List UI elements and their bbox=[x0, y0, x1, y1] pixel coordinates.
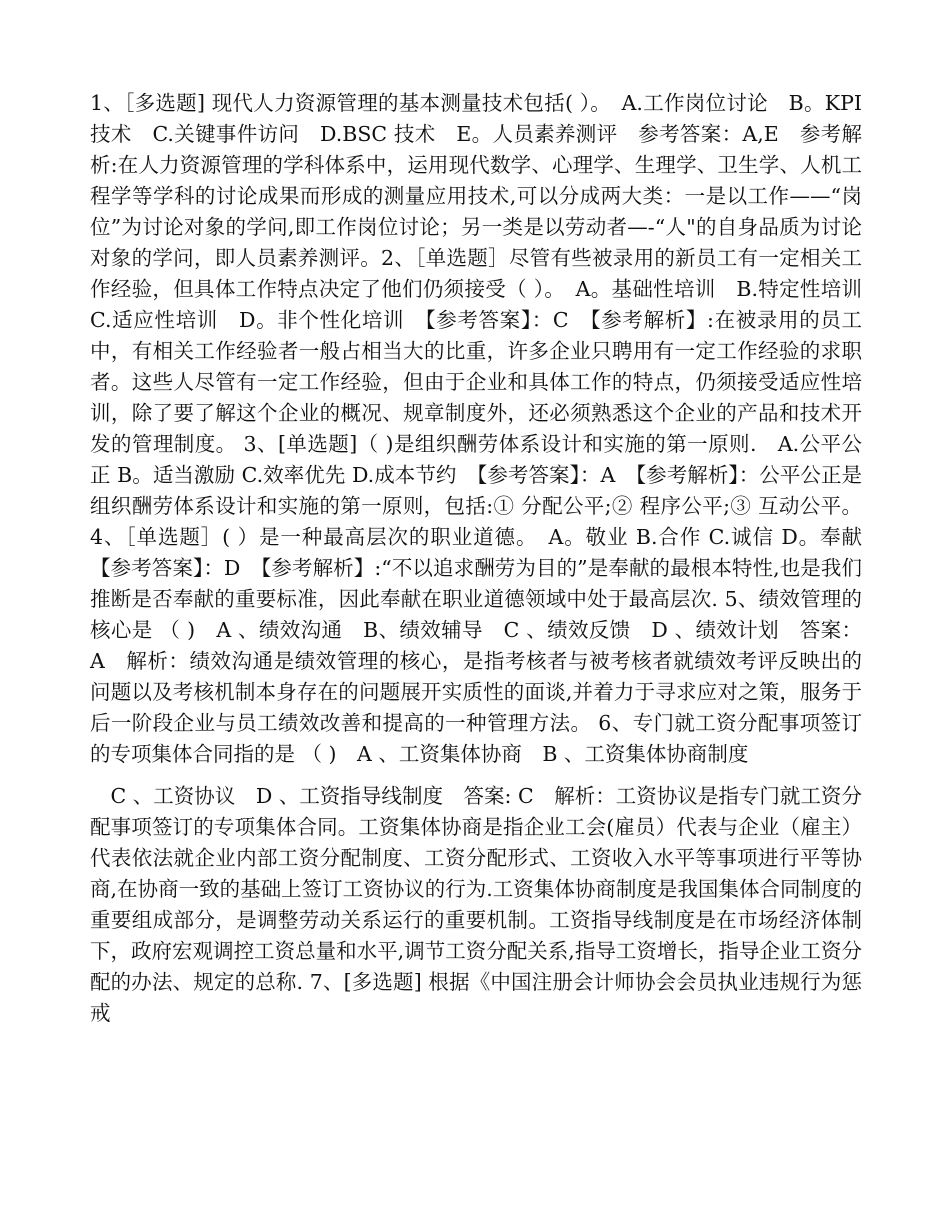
document-body bbox=[90, 88, 883, 1029]
paragraph-questions-1-6: 1、［多选题] 现代人力资源管理的基本测量技术包括( ）。 A.工作岗位讨论 B。KPI 技术 C.关键事件访问 D.BSC 技术 E。人员素养测评 参考答案：A,E 参考解析:在人力资源管理的学科体系中，运用现代数学、心理学、生理学、卫生学、人机工程学等学科的讨论成果而形成的测量应用技术,可以分成两大类：一是以工作——“岗位”为讨论对象的学问,即工作岗位讨论；另一类是以劳动者—-“人"的自身品质为讨论对象的学问，即人员素养测评。2、［单选题］尽管有些被录用的新员工有一定相关工作经验，但具体工作特点决定了他们仍须接受（ ）。 A。基础性培训 B.特定性培训 C.适应性培训 D。非个性化培训 【参考答案】：C 【参考解析】:在被录用的员工中，有相关工作经验者一般占相当大的比重，许多企业只聘用有一定工作经验的求职者。这些人尽管有一定工作经验，但由于企业和具体工作的特点，仍须接受适应性培训，除了要了解这个企业的概况、规章制度外，还必须熟悉这个企业的产品和技术开发的管理制度。 3、[单选题]（ )是组织酬劳体系设计和实施的第一原则. A.公平公正 B。适当激励 C.效率优先 D.成本节约 【参考答案】：A 【参考解析】：公平公正是组织酬劳体系设计和实施的第一原则，包括:① 分配公平;② 程序公平;③ 互动公平。 4、［单选题］( ）是一种最高层次的职业道德。 A。敬业 B.合作 C.诚信 D。奉献 【参考答案】：D 【参考解析】:“不以追求酬劳为目的”是奉献的最根本特性,也是我们推断是否奉献的重要标准，因此奉献在职业道德领域中处于最高层次. 5、绩效管理的核心是 （ ) A 、绩效沟通 B、绩效辅导 C 、绩效反馈 D 、绩效计划 答案： A 解析：绩效沟通是绩效管理的核心，是指考核者与被考核者就绩效考评反映出的问题以及考核机制本身存在的问题展开实质性的面谈,并着力于寻求应对之策，服务于后一阶段企业与员工绩效改善和提高的一种管理方法。 6、专门就工资分配事项签订的专项集体合同指的是 （ ) A 、工资集体协商 B 、工资集体协商制度 bbox=[90, 91, 883, 766]
paragraph-questions-6-7: C 、工资协议 D 、工资指导线制度 答案: C 解析：工资协议是指专门就工资分配事项签订的专项集体合同。工资集体协商是指企业工会(雇员）代表与企业（雇主）代表依法就企业内部工资分配制度、工资分配形式、工资收入水平等事项进行平等协商,在协商一致的基础上签订工资协议的行为.工资集体协商制度是我国集体合同制度的重要组成部分，是调整劳动关系运行的重要机制。工资指导线制度是在市场经济体制下，政府宏观调控工资总量和水平,调节工资分配关系,指导工资增长，指导企业工资分配的办法、规定的总称. 7、[多选题] 根据《中国注册会计师协会会员执业违规行为惩戒 bbox=[90, 784, 862, 1025]
